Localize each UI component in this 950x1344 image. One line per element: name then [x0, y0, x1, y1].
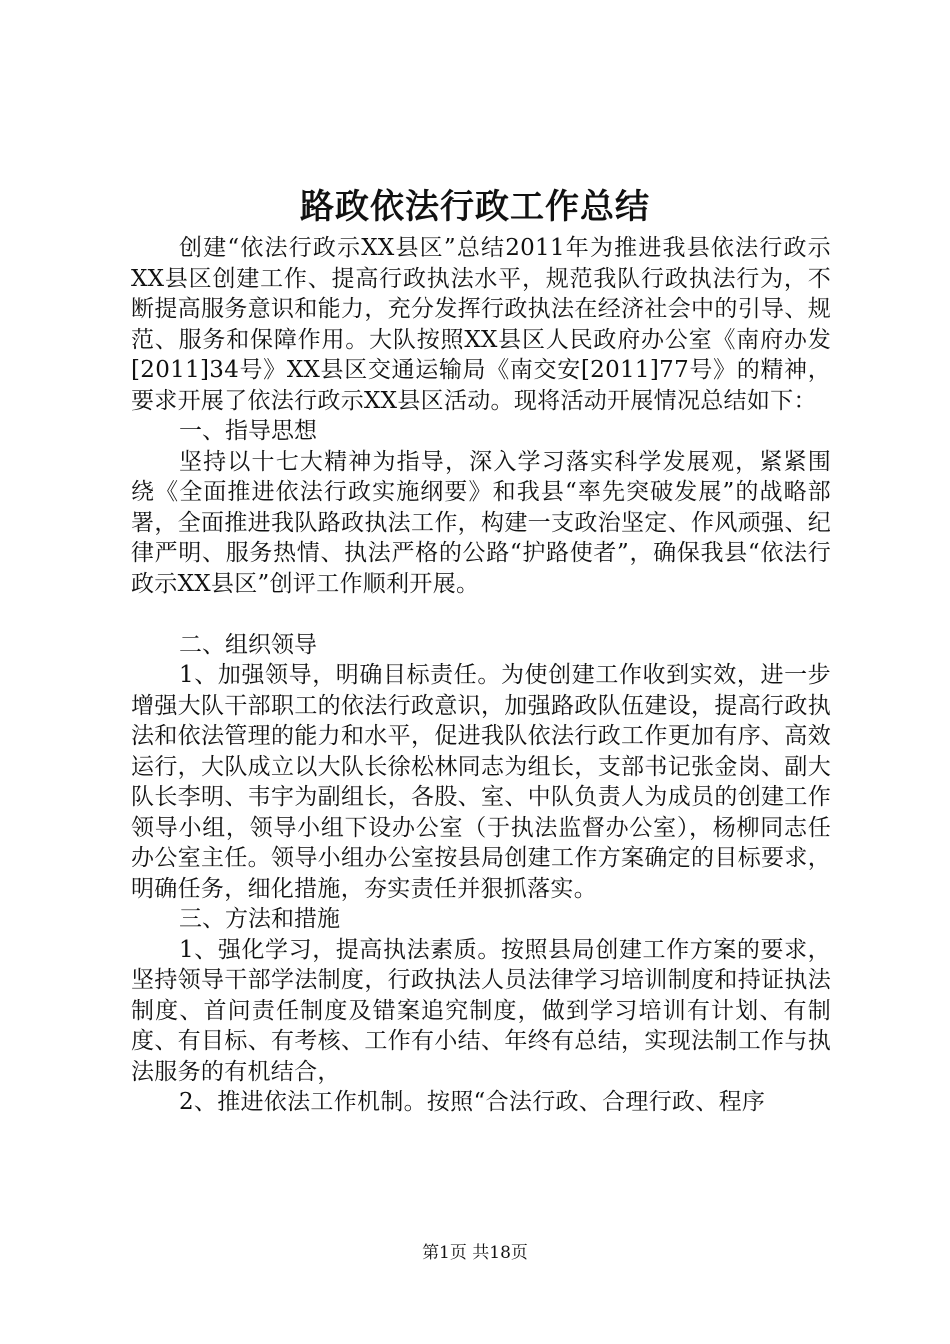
section-heading-methods: 三、方法和措施 [179, 906, 340, 932]
methods-paragraph-2: 2、推进依法工作机制。按照“合法行政、合理行政、程序 [179, 1089, 766, 1115]
document-title: 路政依法行政工作总结 [300, 187, 650, 227]
guiding-ideology-paragraph: 坚持以十七大精神为指导，深入学习落实科学发展观，紧紧围绕《全面推进依法行政实施纲要》和我县“率先突破发展”的战略部署，全面推进我队路政执法工作，构建一支政治坚定、作风顽强、纪律严明、服务热情、执法严格的公路“护路使者”，确保我县“依法行政示XX县区”创评工作顺利开展。 [131, 448, 831, 597]
section-heading-guiding-ideology: 一、指导思想 [179, 418, 317, 444]
section-heading-organization: 二、组织领导 [179, 631, 317, 658]
page-footer: 第1页 共18页 [422, 1243, 528, 1263]
paragraph-gap [131, 599, 831, 630]
organization-paragraph: 1、加强领导，明确目标责任。为使创建工作收到实效，进一步增强大队干部职工的依法行政意识，加强路政队伍建设，提高行政执法和依法管理的能力和水平，促进我队依法行政工作更加有序、高效运行，大队成立以大队长徐松林同志为组长，支部书记张金岗、副大队长李明、韦宇为副组长，各股、室、中队负责人为成员的创建工作领导小组，领导小组下设办公室（于执法监督办公室），杨柳同志任办公室主任。领导小组办公室按县局创建工作方案确定的目标要求，明确任务，细化措施，夯实责任并狠抓落实。 [131, 662, 831, 902]
methods-paragraph-1: 1、强化学习，提高执法素质。按照县局创建工作方案的要求，坚持领导干部学法制度，行政执法人员法律学习培训制度和持证执法制度、首问责任制度及错案追究制度，做到学习培训有计划、有制度、有目标、有考核、工作有小结、年终有总结，实现法制工作与执法服务的有机结合， [131, 936, 831, 1085]
intro-paragraph: 创建“依法行政示XX县区”总结2011年为推进我县依法行政示XX县区创建工作、提高行政执法水平，规范我队行政执法行为，不断提高服务意识和能力，充分发挥行政执法在经济社会中的引导、规范、服务和保障作用。大队按照XX县区人民政府办公室《南府办发[2011]34号》XX县区交通运输局《南交安[2011]77号》的精神，要求开展了依法行政示XX县区活动。现将活动开展情况总结如下： [131, 235, 831, 414]
document-body [131, 233, 831, 1118]
